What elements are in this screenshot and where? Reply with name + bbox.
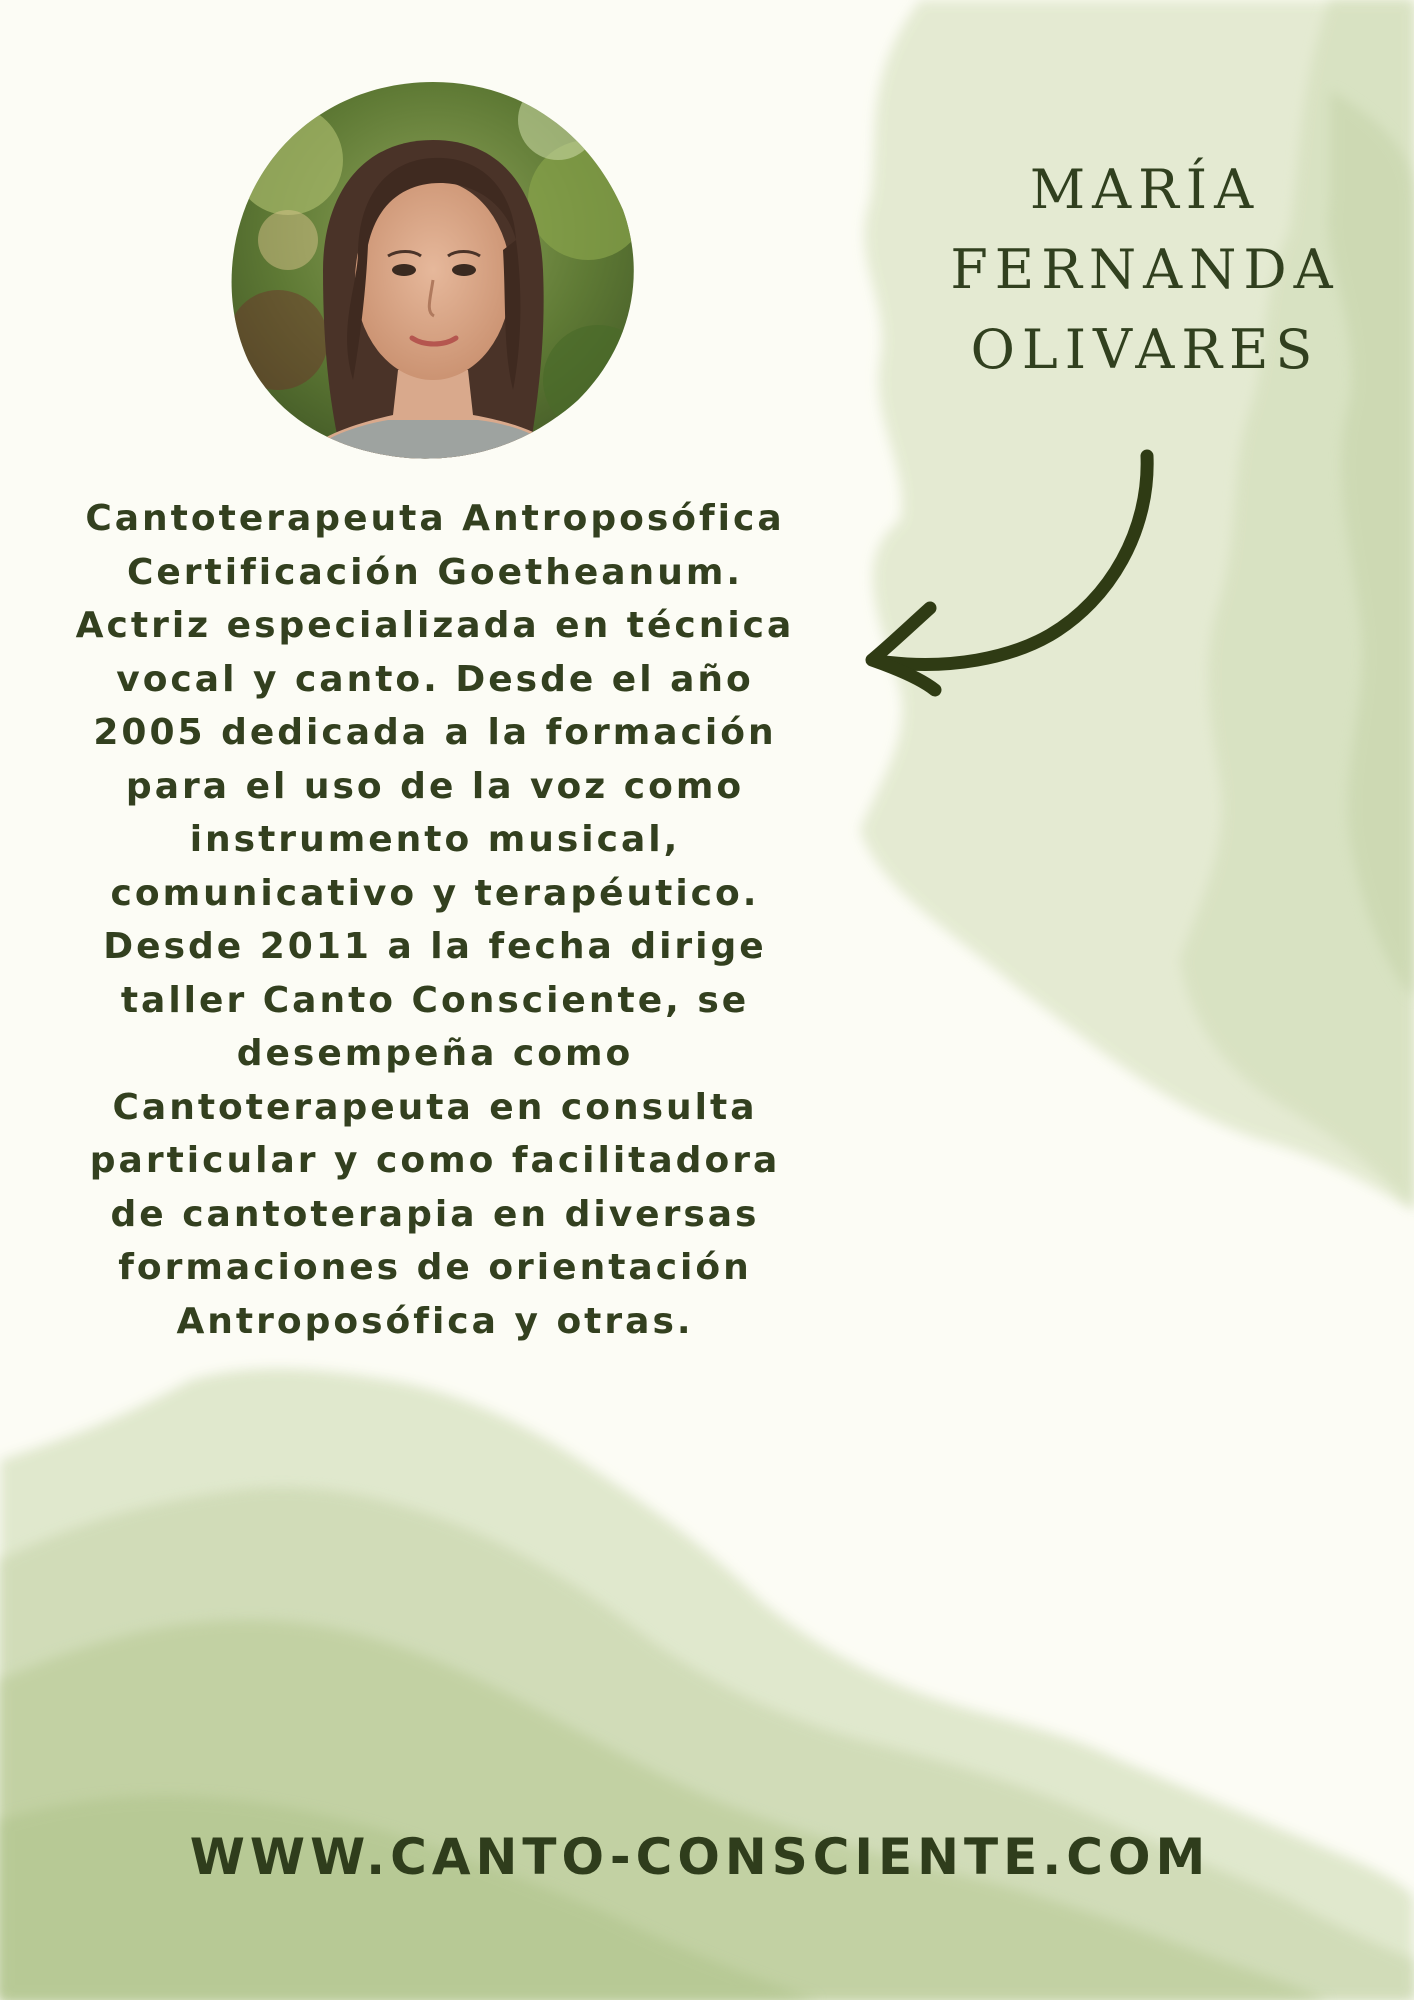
name-last: OLIVARES [970, 318, 1320, 381]
bio-line: para el uso de la voz como [125, 765, 745, 807]
bio-line: Certificación Goetheanum. [126, 551, 744, 593]
bio-line: desempeña como [236, 1033, 634, 1074]
bio-line: 2005 dedicada a la formación [93, 712, 777, 753]
bio-line: vocal y canto. Desde el año [116, 658, 754, 700]
bio-line: Desde 2011 a la fecha dirige [103, 926, 767, 967]
bio-line: Cantoterapeuta Antroposófica [85, 498, 785, 539]
bio-line: de cantoterapia en diversas [110, 1193, 760, 1235]
bio-text [60, 492, 810, 1348]
bio-line: particular y como facilitadora [89, 1140, 781, 1181]
name-first: MARÍA [1029, 158, 1261, 221]
bio-line: comunicativo y terapéutico. [110, 872, 760, 914]
bio-line: Cantoterapeuta en consulta [112, 1086, 758, 1128]
website-url[interactable]: WWW.CANTO-CONSCIENTE.COM [189, 1828, 1211, 1886]
bio-line: taller Canto Consciente, se [120, 979, 750, 1021]
bio-line: formaciones de orientación [118, 1247, 752, 1288]
name-middle: FERNANDA [950, 238, 1340, 301]
bio-line: Antroposófica y otras. [176, 1300, 694, 1342]
portrait-photo [228, 80, 638, 462]
bio-line: Actriz especializada en técnica [75, 605, 795, 646]
bio-line: instrumento musical, [189, 819, 681, 860]
person-name [920, 150, 1370, 390]
curved-arrow-icon [860, 440, 1180, 700]
